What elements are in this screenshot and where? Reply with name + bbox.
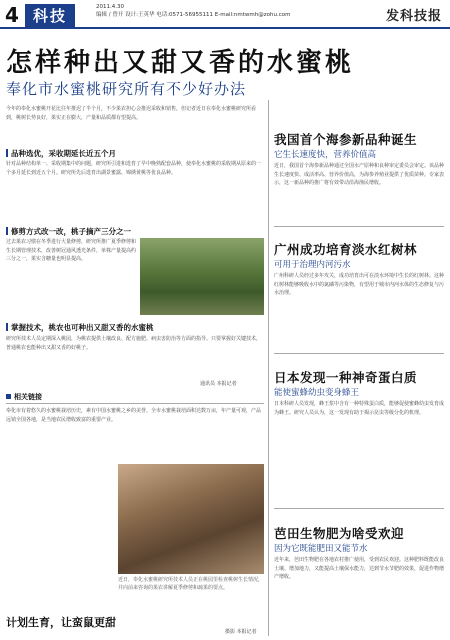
editor-info: 编辑 / 曾开 设计:王英华 电话:0571-56955111 E-mail:nmtwmh@zohu.com: [96, 12, 291, 18]
kicker-bar: [6, 323, 8, 331]
photo-credit: 摄影 本报记者: [225, 629, 257, 635]
related-marker: [6, 394, 11, 399]
article-body-2: 过去果农习惯在冬季进行大量修剪，研究所推广夏季修剪和生长期管理技术，改善树冠通风透光条件，单株产量提高约三分之一，果实含糖量也明显提高。: [6, 239, 136, 262]
right-article-sub-1: 它生长速度快，营养价值高: [274, 150, 377, 160]
right-article-body-4: 近年来，芭田生物肥在各地农村推广使用，受到农民欢迎。这种肥料既能改良土壤、增加地力，又能提高土壤保水能力，达到节水节肥的效果，促进作物增产增收。: [274, 557, 444, 580]
masthead-rule: [0, 27, 450, 29]
bottom-photo: [118, 464, 264, 574]
right-article-sub-3: 能使蜜蜂幼虫变身蜂王: [274, 388, 360, 398]
page-number: 4: [5, 3, 19, 27]
related-body: 奉化市有着悠久的水蜜桃栽培历史，素有中国水蜜桃之乡的美誉。全市水蜜桃栽培面积达数万亩，年产量可观，产品远销全国各地，是当地农民增收致富的重要产业。: [6, 408, 262, 423]
photo-caption: 近日，奉化水蜜桃研究所技术人员正在桃园里检查桃树生长情况，并向前来咨询的果农讲解夏季修剪和疏果的要点。: [118, 577, 264, 591]
main-subheadline: 奉化市水蜜桃研究所有不少好办法: [6, 80, 247, 98]
article-body-3: 研究所技术人员定期深入桃园，为桃农提供土壤改良、配方施肥、病虫害防治等方面的指导。只要掌握好关键技术，普通桃农也能种出又甜又香的好桃子。: [6, 336, 262, 351]
kicker-technique: [6, 322, 154, 333]
kicker-bar: [6, 227, 8, 235]
kicker-text: 品种选优，采收期延长近五个月: [11, 149, 116, 158]
column-divider: [268, 100, 269, 636]
related-label-text: 相关链接: [14, 393, 42, 401]
peach-orchard-photo: [140, 238, 264, 315]
kicker-varieties: [6, 148, 116, 159]
right-article-sub-2: 可用于治理内河污水: [274, 260, 351, 270]
right-article-sub-4: 因为它既能肥田又能节水: [274, 544, 368, 554]
kicker-pruning: [6, 226, 131, 237]
right-article-body-2: 广州科研人员经过多年攻关，成功培育出可在淡水环境中生长的红树林。这种红树林能够吸收水中的氮磷等污染物，有望用于城市内河水体的生态修复与污水治理。: [274, 273, 444, 296]
right-article-body-1: 近日，我国首个海参新品种通过全国水产原种和良种审定委员会审定。该品种生长速度快、成活率高、营养价值高，为海参养殖业提供了优质苗种。专家表示，这一新品种的推广将有效带动沿海渔民增收。: [274, 163, 444, 186]
section-label: 科技: [25, 4, 75, 28]
related-rule: [6, 403, 264, 404]
main-headline: 怎样种出又甜又香的水蜜桃: [6, 48, 355, 78]
kicker-text: 掌握技术，桃农也可种出又甜又香的水蜜桃: [11, 323, 154, 332]
article-intro: 今年的奉化水蜜桃开花比往年推迟了半个月，不少果农担心会推迟采收和销售，但记者近日在奉化水蜜桃研究所看到，桃树长势良好，果实正在膨大，产量和品质都有望提高。: [6, 106, 257, 121]
article-body-1: 针对品种结构单一、采收期集中的问题，研究所引进和选育了早中晚熟配套品种，使奉化水蜜桃的采收期从原来的一个多月延长到近五个月。研究所先后选育出湖景蜜露、锦绣黄桃等优良品种。: [6, 161, 262, 176]
newspaper-brand: 发科技报: [385, 9, 442, 24]
right-article-headline-3: 日本发现一种神奇蛋白质: [274, 370, 418, 385]
right-article-headline-2: 广州成功培育淡水红树林: [274, 242, 418, 257]
right-article-headline-1: 我国首个海参新品种诞生: [274, 132, 418, 147]
right-article-body-3: 日本科研人员发现，蜂王浆中含有一种特殊蛋白质，能够促使蜜蜂幼虫发育成为蜂王。研究人员认为，这一发现有助于揭示昆虫等级分化的机理。: [274, 401, 444, 416]
right-article-rule-2: [274, 353, 444, 354]
masthead-meta: [96, 3, 290, 19]
issue-date: 2011.4.30: [96, 4, 124, 10]
right-article-headline-4: 芭田生物肥为啥受欢迎: [274, 526, 405, 541]
article-byline: 通讯员 本报记者: [200, 381, 237, 387]
kicker-text: 修剪方式改一改，桃子摘产三分之一: [11, 227, 131, 236]
related-links-label: [6, 392, 42, 402]
right-article-rule-3: [274, 508, 444, 509]
bottom-left-headline: 计划生育，让蛮鼠更甜: [6, 616, 116, 629]
right-article-rule-1: [274, 226, 444, 227]
kicker-bar: [6, 149, 8, 157]
